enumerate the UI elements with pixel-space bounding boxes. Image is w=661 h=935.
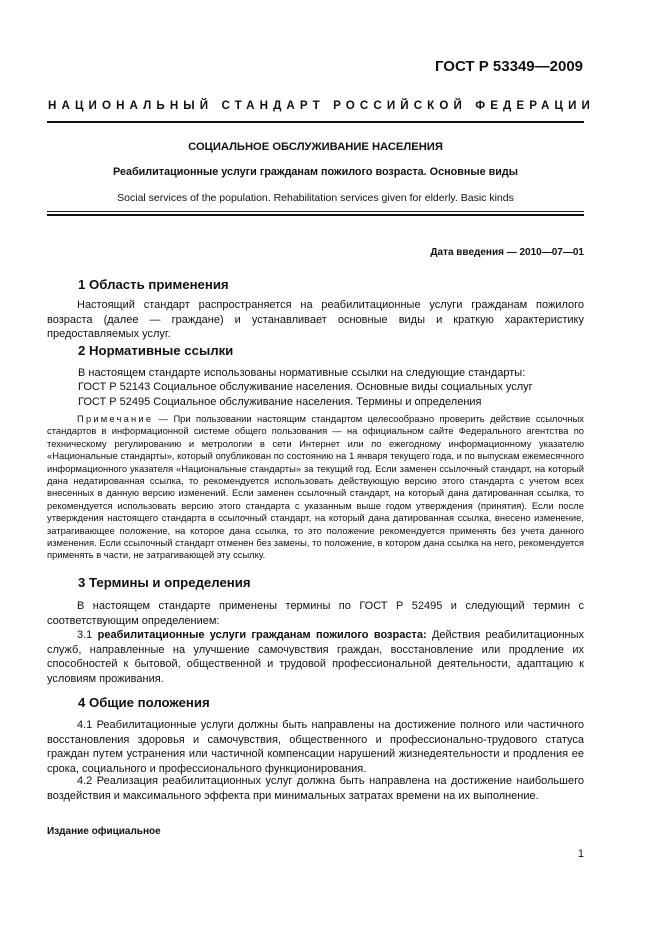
note-label: Примечание bbox=[77, 413, 154, 424]
title-rule-1 bbox=[47, 211, 584, 212]
section-4-heading: 4 Общие положения bbox=[78, 695, 210, 710]
clause-4-2-text: 4.2 Реализация реабилитационных услуг должна быть направлена на достижение наибольшего воздействия и максимального эффекта при минимальных затратах времени на их выполнение. bbox=[47, 775, 584, 802]
title-rule-2 bbox=[47, 214, 584, 216]
term-definition: Действия реабилитационных служб, направленные на улучшение самочувствия граждан, восстановление или продление их способностей к бытовой, общественной и трудовой профессиональной деятельности, адаптацию к условиям проживания. bbox=[47, 629, 585, 685]
gost-number: ГОСТ Р 53349—2009 bbox=[434, 58, 583, 75]
reference-gost-52495: ГОСТ Р 52495 Социальное обслуживание населения. Термины и определения bbox=[78, 396, 482, 408]
national-standard-label: НАЦИОНАЛЬНЫЙ СТАНДАРТ РОССИЙСКОЙ ФЕДЕРАЦИИ bbox=[48, 99, 595, 112]
document-title: СОЦИАЛЬНОЕ ОБСЛУЖИВАНИЕ НАСЕЛЕНИЯ bbox=[188, 141, 443, 153]
section-2-heading: 2 Нормативные ссылки bbox=[78, 343, 234, 358]
section-1-text-content: Настоящий стандарт распространяется на реабилитационные услуги гражданам пожилого возраста (далее — граждане) и устанавливает основные виды и краткую характеристику предоставляемых услуг. bbox=[47, 299, 584, 341]
document-subtitle-en: Social services of the population. Rehabilitation services given for elderly. Basic kinds bbox=[117, 192, 514, 204]
reference-gost-52143: ГОСТ Р 52143 Социальное обслуживание населения. Основные виды социальных услуг bbox=[78, 381, 533, 393]
term-name: реабилитационные услуги гражданам пожилого возраста: bbox=[97, 629, 427, 641]
section-3-intro bbox=[47, 599, 584, 628]
document-subtitle-ru: Реабилитационные услуги гражданам пожилого возраста. Основные виды bbox=[113, 166, 518, 178]
section-3-intro-content: В настоящем стандарте применены термины по ГОСТ Р 52495 и следующий термин с соответствующим определением: bbox=[47, 600, 584, 627]
clause-4-1-text: 4.1 Реабилитационные услуги должны быть направлены на достижение полного или частичного восстановления здоровья и самочувствия, общественного и профессионально-трудового статуса граждан путем устранения или частичной компенсации нарушений жизнедеятельности и продления ее срока, социального и профессионального функционирования. bbox=[47, 719, 584, 775]
section-2-intro: В настоящем стандарте использованы нормативные ссылки на следующие стандарты: bbox=[78, 367, 526, 379]
introduction-date: Дата введения — 2010—07—01 bbox=[430, 247, 584, 258]
section-2-note bbox=[47, 413, 584, 562]
clause-4-1 bbox=[47, 718, 584, 776]
term-3-1 bbox=[47, 628, 584, 686]
top-rule bbox=[47, 121, 584, 123]
note-text: — При пользовании настоящим стандартом целесообразно проверить действие ссылочных стандартов в информационной системе общего пользования — на официальном сайте Федерального агентства по техническому регулированию и метрологии в сети Интернет или по ежегодному информационному указателю «Национальные стандарты», который опубликован по состоянию на 1 января текущего года, и по выпускам ежемесячного информационного указателя «Национальные стандарты» за текущий год. Если заменен ссылочный стандарт, на который дана недатированная ссылка, то рекомендуется использовать действующую версию этого стандарта с учетом всех внесенных в данную версию изменений. Если заменен ссылочный стандарт, на который дана датированная ссылка, то рекомендуется использовать версию этого стандарта с указанным выше годом утверждения (принятия). Если после утверждения настоящего стандарта в ссылочный стандарт, на который дана датированная ссылка, внесено изменение, затрагивающее положение, на которое дана ссылка, то это положение рекомендуется применять без учета данного изменения. Если ссылочный стандарт отменен без замены, то положение, в котором дана ссылка на него, рекомендуется применять в части, не затрагивающей эту ссылку. bbox=[47, 413, 584, 561]
page-number: 1 bbox=[577, 848, 584, 860]
official-edition-label: Издание официальное bbox=[47, 826, 161, 837]
section-1-heading: 1 Область применения bbox=[78, 277, 229, 292]
term-number: 3.1 bbox=[77, 629, 93, 641]
section-3-heading: 3 Термины и определения bbox=[78, 575, 251, 590]
section-1-text bbox=[47, 298, 584, 342]
clause-4-2 bbox=[47, 774, 584, 803]
